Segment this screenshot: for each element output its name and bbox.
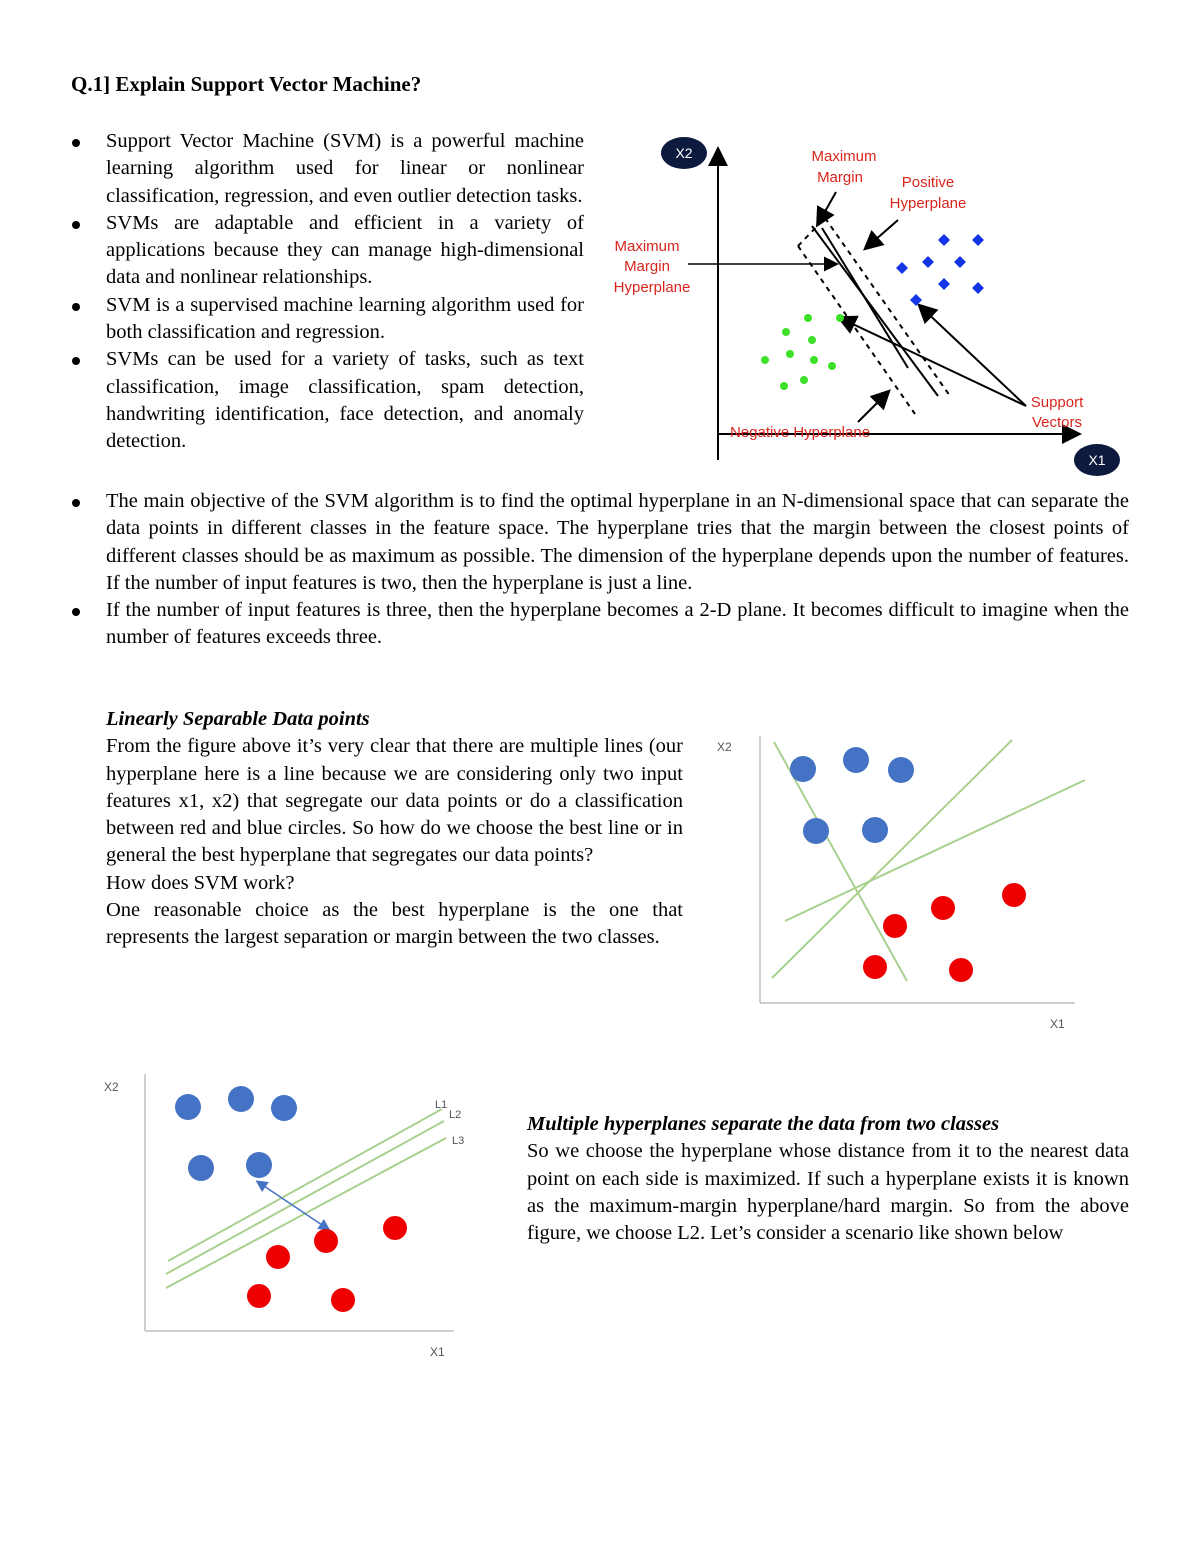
hyperplane-l2 <box>166 1121 444 1274</box>
class-b-point <box>331 1288 355 1312</box>
label-l3: L3 <box>452 1135 465 1147</box>
x-axis-label: X1 <box>1050 1017 1065 1031</box>
positive-point <box>972 282 984 294</box>
linearly-separable-figure <box>700 728 1100 1038</box>
negative-point <box>828 362 836 370</box>
class-a-point <box>175 1094 201 1120</box>
class-b-point <box>247 1284 271 1308</box>
class-a-point <box>188 1155 214 1181</box>
class-a-point <box>271 1095 297 1121</box>
class-a-point <box>246 1152 272 1178</box>
negative-point <box>782 328 790 336</box>
positive-hyperplane <box>825 218 950 396</box>
positive-point <box>938 234 950 246</box>
margin-cap <box>798 218 825 246</box>
class-a-point <box>843 747 869 773</box>
class-b-point <box>266 1245 290 1269</box>
paragraph: One reasonable choice as the best hyperplane is the one that represents the largest separation or margin between the two classes. <box>106 899 683 949</box>
label-max-margin: Maximum <box>811 148 877 165</box>
section-heading: Multiple hyperplanes separate the data from two classes <box>527 1113 1000 1135</box>
paragraph: So we choose the hyperplane whose distance from it to the nearest data point on each side is maximized. If such a hyperplane exists it is known as the maximum-margin hyperplane/hard margin. So from the above figure, we choose L2. Let’s consider a scenario like shown below <box>527 1140 1129 1245</box>
max-margin-hyperplane-1 <box>812 226 938 396</box>
bullet-icon <box>72 139 80 147</box>
class-a-point <box>228 1086 254 1112</box>
arrow-positive <box>866 220 898 248</box>
label-support-vectors: Support <box>1030 394 1084 411</box>
x-axis-label: X1 <box>430 1345 445 1359</box>
label-positive-hyperplane: Positive <box>901 174 955 191</box>
label-positive-hyperplane: Hyperplane <box>889 195 967 212</box>
class-b-point <box>883 914 907 938</box>
negative-hyperplane <box>798 246 915 414</box>
positive-point <box>938 278 950 290</box>
positive-point <box>954 256 966 268</box>
bullet-icon <box>72 221 80 229</box>
section-multiple-hyperplanes <box>527 1111 1129 1247</box>
bullet-list-wide <box>72 488 1129 652</box>
bullet-icon <box>72 608 80 616</box>
arrow-sv-2 <box>920 306 1026 406</box>
negative-point <box>810 356 818 364</box>
arrow-sv-1 <box>840 318 1026 406</box>
label-l2: L2 <box>449 1109 462 1121</box>
class-b-point <box>931 896 955 920</box>
class-b-point <box>863 955 887 979</box>
bullet-icon <box>72 499 80 507</box>
negative-point <box>808 336 816 344</box>
list-item: SVMs are adaptable and efficient in a variety of applications because they can manage high-dimensional data and nonlinear relationships. <box>72 210 584 292</box>
arrow-negative <box>858 392 888 422</box>
bullet-icon <box>72 357 80 365</box>
list-item: Support Vector Machine (SVM) is a powerful machine learning algorithm used for linear or nonlinear classification, regression, and even outlier detection tasks. <box>72 128 584 210</box>
y-axis-label: X2 <box>104 1080 119 1094</box>
negative-point <box>800 376 808 384</box>
negative-point <box>804 314 812 322</box>
list-item: If the number of input features is three, then the hyperplane becomes a 2-D plane. It becomes difficult to imagine when the number of features exceeds three. <box>72 597 1129 652</box>
negative-point <box>786 350 794 358</box>
label-max-margin: Margin <box>817 169 863 186</box>
bullet-icon <box>72 303 80 311</box>
negative-point <box>761 356 769 364</box>
class-b-point <box>1002 883 1026 907</box>
label-support-vectors: Vectors <box>1031 414 1083 431</box>
bullet-list-top <box>72 128 584 456</box>
class-b-point <box>314 1229 338 1253</box>
label-mm-hyperplane: Maximum <box>614 238 680 255</box>
section-heading: Linearly Separable Data points <box>106 708 370 730</box>
negative-point <box>836 314 844 322</box>
list-item: SVM is a supervised machine learning algorithm used for both classification and regression. <box>72 292 584 347</box>
y-axis-label: X2 <box>717 740 732 754</box>
positive-point <box>922 256 934 268</box>
label-mm-hyperplane: Margin <box>624 258 670 275</box>
class-b-point <box>949 958 973 982</box>
class-a-point <box>803 818 829 844</box>
svm-diagram <box>600 128 1140 480</box>
label-l1: L1 <box>435 1099 448 1111</box>
paragraph: How does SVM work? <box>106 871 295 894</box>
label-negative-hyperplane: Negative Hyperplane <box>729 424 871 441</box>
paragraph: From the figure above it’s very clear that there are multiple lines (our hyperplane here is a line because we are considering only two input features x1, x2) that segregate our data points or do a classification between red and blue circles. So how do we choose the best line or in general the best hyperplane that segregates our data points? <box>106 735 683 867</box>
class-a-point <box>790 756 816 782</box>
x1-badge-label: X1 <box>1088 452 1106 468</box>
negative-point <box>780 382 788 390</box>
list-item: The main objective of the SVM algorithm is to find the optimal hyperplane in an N-dimensional space that can separate the data points in different classes in the feature space. The hyperplane tries that the margin between the closest points of different classes should be as maximum as possible. The dimension of the hyperplane depends upon the number of features. If the number of input features is two, then the hyperplane is just a line. <box>72 488 1129 597</box>
label-mm-hyperplane: Hyperplane <box>613 279 691 296</box>
positive-point <box>896 262 908 274</box>
multiple-hyperplanes-figure <box>90 1066 490 1366</box>
positive-point <box>910 294 922 306</box>
class-b-point <box>383 1216 407 1240</box>
x2-badge-label: X2 <box>675 145 693 161</box>
page-title: Q.1] Explain Support Vector Machine? <box>71 72 422 96</box>
positive-point <box>972 234 984 246</box>
class-a-point <box>862 817 888 843</box>
list-item: SVMs can be used for a variety of tasks, such as text classification, image classification, spam detection, handwriting identification, face detection, and anomaly detection. <box>72 346 584 455</box>
class-a-point <box>888 757 914 783</box>
section-linearly-separable <box>106 706 683 952</box>
